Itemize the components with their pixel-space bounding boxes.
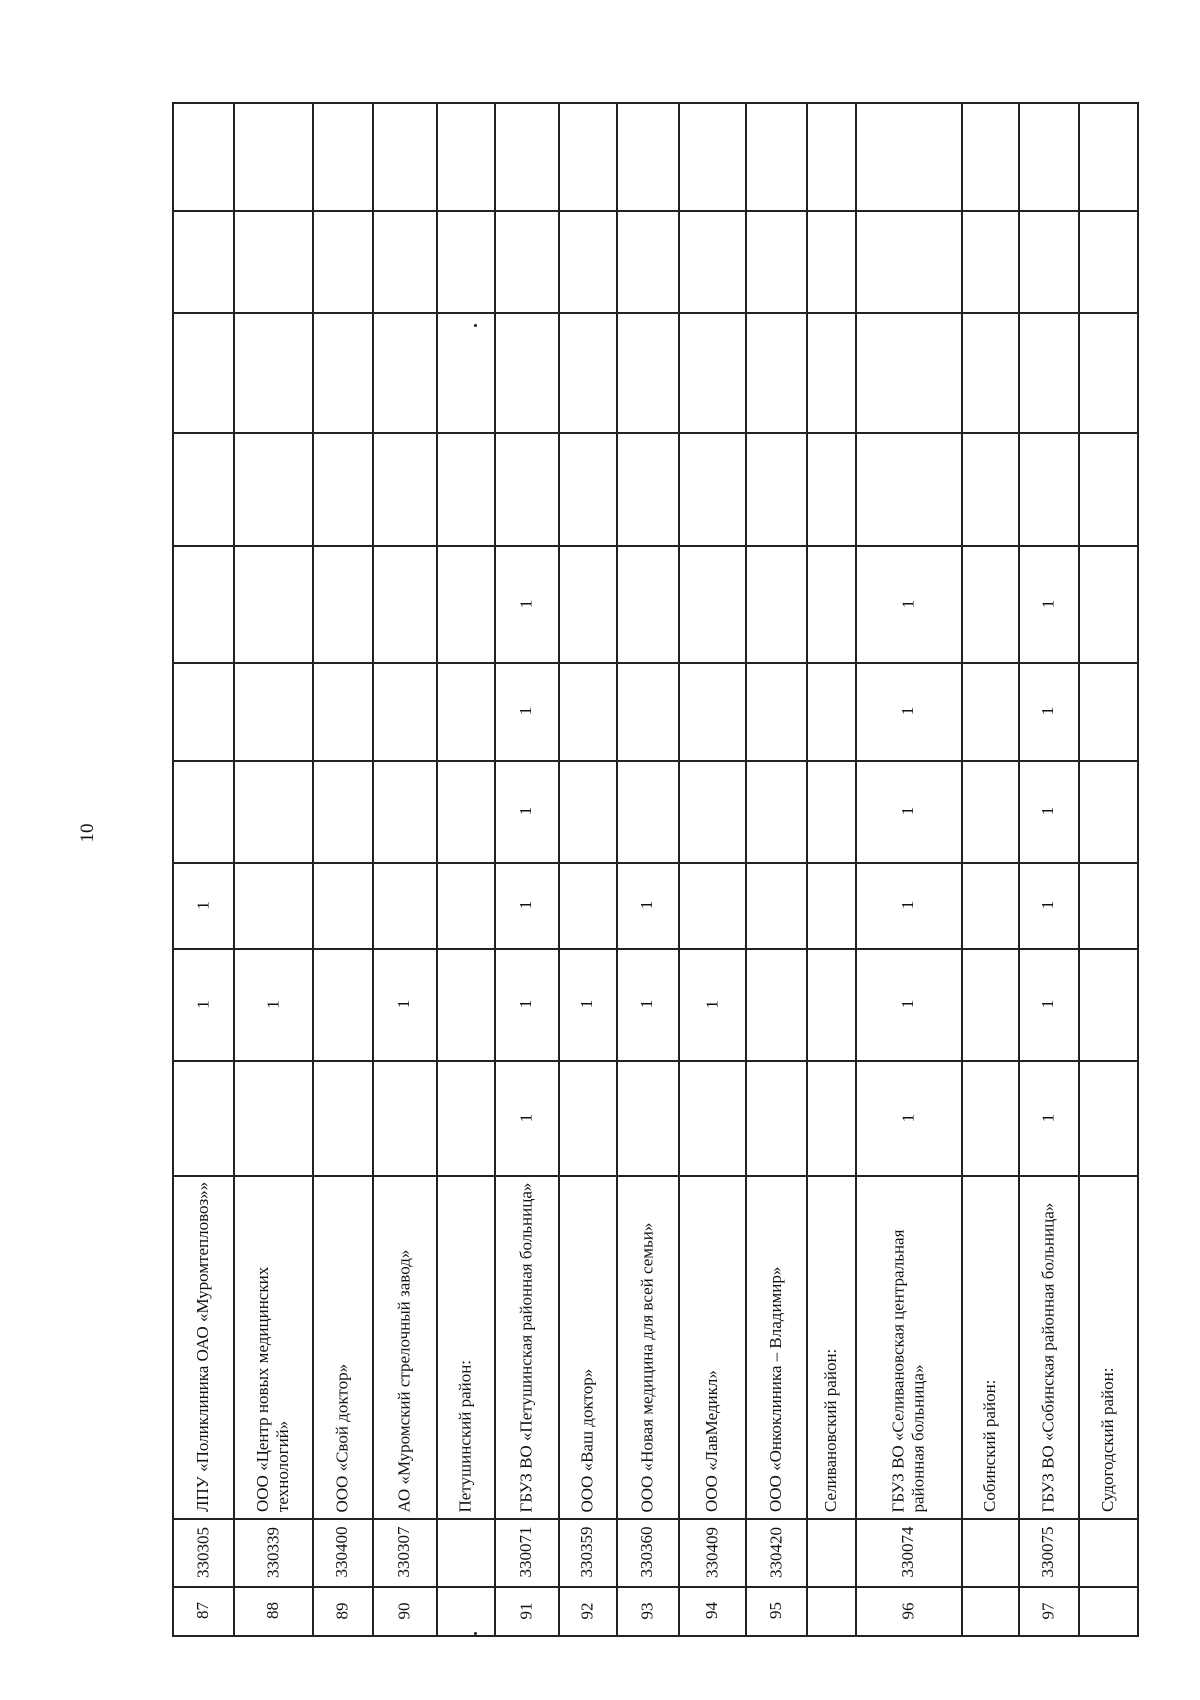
table-rule	[172, 862, 1139, 864]
table-rule	[312, 102, 314, 1637]
organization-name: ООО «Ваш доктор»	[577, 1368, 597, 1512]
row-number: 96	[898, 1602, 918, 1619]
mark-cell: 1	[898, 999, 918, 1009]
mark-cell: 1	[1038, 900, 1058, 910]
mark-cell: 1	[898, 900, 918, 910]
row-number: 89	[332, 1602, 352, 1619]
mark-cell: 1	[577, 999, 597, 1009]
organization-name: ГБУЗ ВО «Селивановская центральная районная больница»	[888, 1229, 927, 1512]
row-number: 87	[192, 1602, 212, 1619]
table-rule	[172, 312, 1139, 314]
table-rule	[172, 1518, 1139, 1520]
table-rule	[172, 432, 1139, 434]
mark-cell: 1	[637, 999, 657, 1009]
table-rule	[172, 102, 1139, 104]
mark-cell: 1	[637, 900, 657, 910]
mark-cell: 1	[898, 706, 918, 716]
mark-cell: 1	[516, 599, 536, 608]
row-number: 88	[262, 1602, 282, 1619]
table-rule	[172, 545, 1139, 547]
mark-cell: 1	[1038, 806, 1058, 816]
row-number: 97	[1038, 1602, 1058, 1619]
mark-cell: 1	[516, 900, 536, 910]
table-rule	[436, 102, 438, 1637]
table-rule	[172, 210, 1139, 212]
mark-cell: 1	[516, 999, 536, 1009]
registry-code: 330360	[637, 1526, 657, 1578]
registry-code: 330339	[262, 1526, 282, 1578]
district-heading: Собинский район:	[979, 1379, 999, 1512]
table-rule	[1137, 102, 1139, 1637]
table-rule	[172, 1175, 1139, 1177]
table-rule	[558, 102, 560, 1637]
mark-cell: 1	[898, 599, 918, 608]
mark-cell: 1	[1038, 706, 1058, 716]
registry-code: 330409	[701, 1526, 721, 1578]
mark-cell: 1	[394, 999, 414, 1009]
table-rule	[172, 1060, 1139, 1062]
mark-cell: 1	[262, 999, 282, 1009]
registry-code: 330359	[577, 1526, 597, 1578]
registry-code: 330420	[765, 1526, 785, 1578]
table-rule	[172, 662, 1139, 664]
row-number: 94	[701, 1602, 721, 1619]
organization-name: ООО «Центр новых медицинских технологий»	[252, 1266, 292, 1512]
organization-name: АО «Муромский стрелочный завод»	[394, 1249, 414, 1512]
district-heading: Селивановский район:	[820, 1348, 840, 1512]
row-number: 93	[637, 1602, 657, 1619]
table-rule	[172, 1635, 1139, 1637]
row-number: 92	[577, 1602, 597, 1619]
mark-cell: 1	[898, 806, 918, 816]
registry-code: 330305	[192, 1526, 212, 1578]
table-rule	[172, 948, 1139, 950]
mark-cell: 1	[1038, 599, 1058, 608]
page-number: 10	[77, 823, 98, 843]
mark-cell: 1	[898, 1113, 918, 1122]
table-rule	[172, 760, 1139, 762]
district-heading: Судогодский район:	[1097, 1367, 1117, 1512]
registry-code: 330071	[516, 1526, 536, 1578]
registry-code: 330307	[394, 1526, 414, 1578]
registry-code: 330075	[1038, 1526, 1058, 1578]
registry-code: 330400	[332, 1526, 352, 1578]
mark-cell: 1	[516, 1113, 536, 1122]
district-heading: Петушинский район:	[455, 1359, 475, 1512]
mark-cell: 1	[516, 806, 536, 816]
mark-cell: 1	[1038, 1113, 1058, 1122]
row-number: 91	[516, 1602, 536, 1619]
organization-name: ООО «Новая медицина для всей семьи»	[637, 1222, 657, 1512]
table-rule	[172, 1586, 1139, 1588]
organization-name: ГБУЗ ВО «Собинская районная больница»	[1038, 1202, 1058, 1512]
organization-name: ООО «ЛавМедикл»	[701, 1370, 721, 1512]
mark-cell: 1	[701, 999, 721, 1009]
organization-name: ГБУЗ ВО «Петушинская районная больница»	[516, 1182, 536, 1512]
registry-code: 330074	[898, 1526, 918, 1578]
row-number: 95	[765, 1602, 785, 1619]
row-number: 90	[394, 1602, 414, 1619]
organization-name: ООО «Онкоклиника – Владимир»	[765, 1266, 785, 1512]
organization-name: ЛПУ «Поликлиника ОАО «Муромтепловоз»»	[192, 1181, 212, 1512]
mark-cell: 1	[192, 999, 212, 1009]
mark-cell: 1	[1038, 999, 1058, 1009]
mark-cell: 1	[192, 900, 212, 910]
table-rule	[372, 102, 374, 1637]
organization-name: ООО «Свой доктор»	[332, 1363, 352, 1512]
mark-cell: 1	[516, 706, 536, 716]
